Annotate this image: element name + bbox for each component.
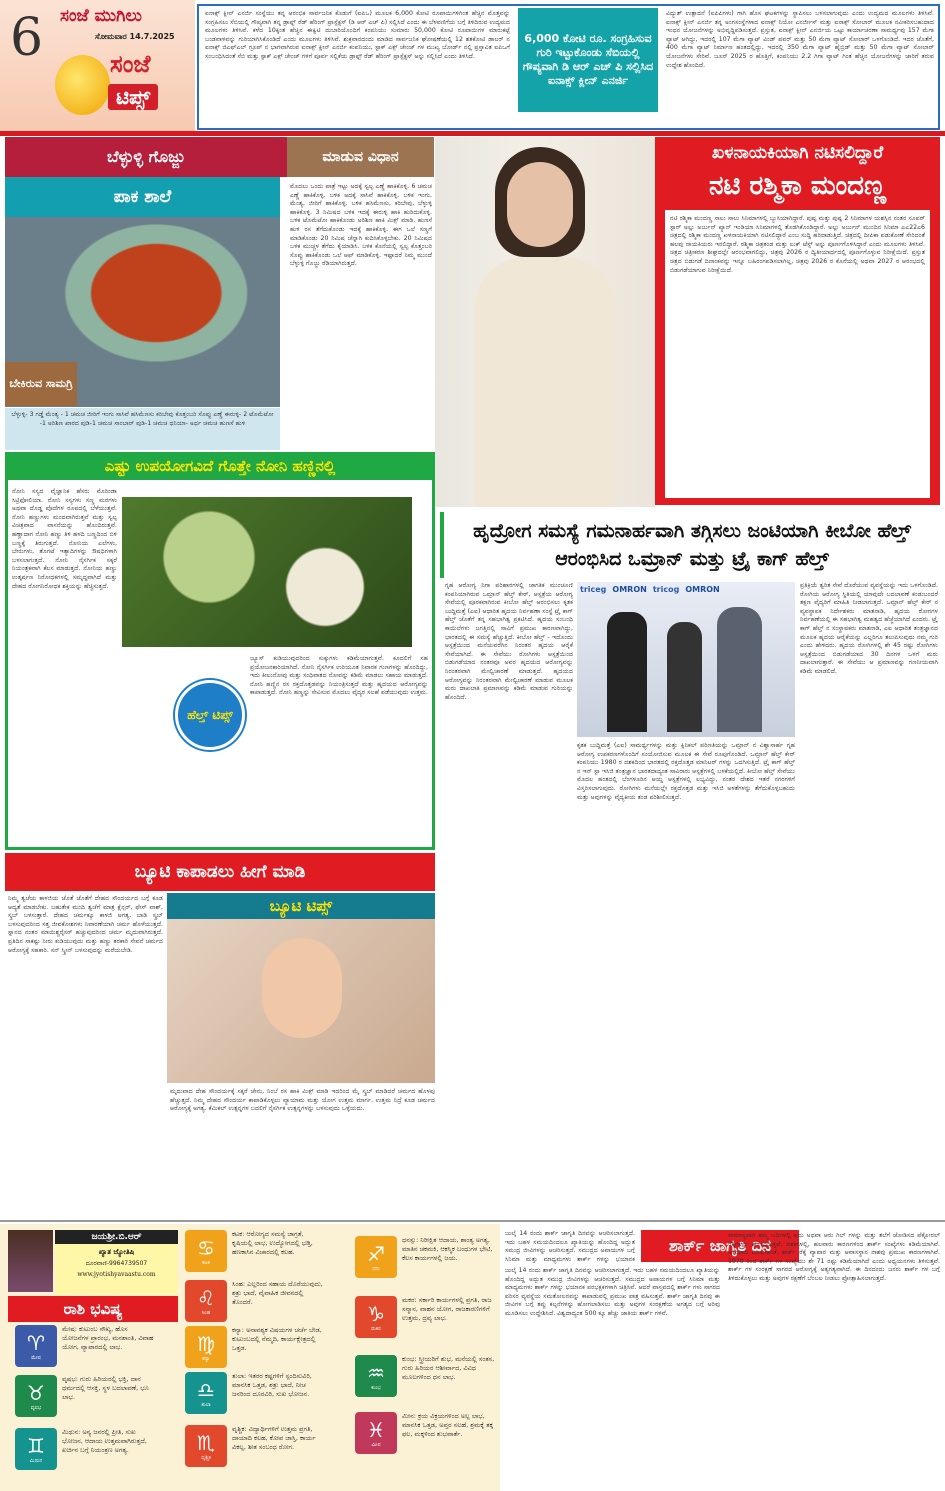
astrologer-phone: ದೂರವಾಣಿ-9964739507	[85, 1260, 148, 1267]
zodiac-icon-label: ಮೀನ	[371, 1442, 381, 1448]
banner-text: OMRON	[685, 585, 720, 594]
shark-intro: ಜುಲೈ 14 ರಂದು ಶಾರ್ಕ್ ಜಾಗೃತಿ ದಿನವನ್ನು ಆಚರಿಸಲಾಗುತ್ತದೆ. ಇದು ಬಹಳ ಸಮಯದಿಂದಲೂ ಖ್ಯಾತಿಯನ್ನು ಹೊಂದಿದ್ದ ಅದ್ಭುತ ಸಮುದ್ರ ಜೀವಿಗಳನ್ನು ಆಚರಿಸುತ್ತದೆ. ಸಮುದ್ರದ ಅಪಾಯಗಳ ಬಗ್ಗೆ ಸಿನಿಮಾ ಮತ್ತು ಮಾಧ್ಯಮಗಳು ಶಾರ್ಕ್ ಗಳನ್ನು ಭಯಾನಕ	[505, 1230, 635, 1263]
zodiac-prediction: ಕುಂಭ: ಸ್ತ್ರೀಯರಿಗೆ ಶುಭ, ಮನೆಯಲ್ಲಿ ಸಂತಸ, ಗುರು ಹಿರಿಯರ ಆಶೀರ್ವಾದ, ವಿವಿಧ ಮೂಲಗಳಿಂದ ಧನ ಲಾಭ.	[402, 1355, 495, 1381]
zodiac-item	[185, 1326, 325, 1374]
beauty-body-1: ನಿಮ್ಮ ತ್ವಚೆಯ ಕಾಳಜಿಯ ಜೊತೆ ಜೊತೆಗೆ ದೇಹದ ಸೌಂದರ್ಯದ ಬಗ್ಗೆ ಕೂಡ ಆದ್ಯತೆ ಮಾಡಬೇಕು. ಬಹುತೇಕ ಮಂದಿ ತ್ವಚೆಗೆ ಮಾತ್ರ ಕ್ಲೆನ್ಸರ್, ಫೇಸ್ ವಾಶ್, ಸ್ಕ್ರಬ್ ಬಳಸುತ್ತಾರೆ. ದೇಹದ ಚರ್ಮಕ್ಕೂ ಕಾಳಜಿ ಅಗತ್ಯ. ಬಾಡಿ ಸ್ಕ್ರಬ್ ಬಳಸುವುದರಿಂದ ಸತ್ತ ಜೀವಕೋಶಗಳು ನಿವಾರಣೆಯಾಗಿ ಚರ್ಮ ಹೊಳೆಯುತ್ತದೆ. ಸ್ನಾನದ ನಂತರ ಮಾಯಿಶ್ಚರೈಸರ್ ಹಚ್ಚುವುದರಿಂದ ಚರ್ಮ ಮೃದುವಾಗಿರುತ್ತದೆ. ಪ್ರತಿದಿನ ಸಾಕಷ್ಟು ನೀರು ಕುಡಿಯುವುದು ಮತ್ತು ಹಣ್ಣು ತರಕಾರಿ ಸೇವನೆ ಚರ್ಮದ ಆರೋಗ್ಯಕ್ಕೆ ಸಹಕಾರಿ. ಸನ್ ಸ್ಕ್ರೀನ್ ಬಳಸುವುದನ್ನು ಮರೆಯಬೇಡಿ.	[8, 895, 163, 954]
zodiac-item	[355, 1412, 495, 1460]
zodiac-icon: ♓ ಮೀನ	[355, 1412, 397, 1454]
zodiac-item	[15, 1375, 155, 1423]
astrologer-website: www.jyotishyavaastu.com	[77, 1271, 156, 1278]
newspaper-name: ಸಂಜೆ ಮುಗಿಲು	[60, 6, 142, 26]
zodiac-icon-label: ಕನ್ಯಾ	[202, 1356, 210, 1362]
zodiac-item	[185, 1230, 325, 1278]
zodiac-icon-label: ತುಲಾ	[201, 1402, 211, 1408]
zodiac-icon-label: ವೃಷಭ	[30, 1405, 42, 1411]
recipe-title: ಬೆಳ್ಳುಳ್ಳಿ ಗೊಜ್ಜು	[5, 137, 287, 177]
divider	[0, 131, 945, 136]
top-article-col1: ಐನಾಕ್ಸ್ ಕ್ಲೀನ್ ಎನರ್ಜಿ ಸಂಸ್ಥೆಯು ತನ್ನ ಆರಂಭಿಕ ಸಾರ್ವಜನಿಕ ಕೊಡುಗೆ (ಐಪಿಒ) ಮೂಲಕ 6,000 ಕೋಟಿ ರೂಪಾಯಿಗಳಿಗಿಂತ ಹೆಚ್ಚಿನ ಮೊತ್ತವನ್ನು ಸಂಗ್ರಹಿಸಲು ಸೆಬಿಯಲ್ಲಿ ಗೌಪ್ಯವಾಗಿ ತನ್ನ ಡ್ರಾಫ್ಟ್ ರೆಡ್ ಹೆರಿಂಗ್ ಪ್ರಾಸ್ಪೆಕ್ಟಸ್ (ಡಿ ಆರ್ ಎಚ್ ಪಿ) ಸಲ್ಲಿಸಿದೆ ಎಂದು ಈ ಬೆಳವಣಿಗೆಯ ಬಗ್ಗೆ ತಿಳಿದಿರುವ ಉದ್ಯಮದ ಮೂಲಗಳು ತಿಳಿಸಿವೆ. ಕಳೆದ 10ಕ್ಕಿಂತ ಹೆಚ್ಚಿನ ಈಕ್ವಿಟಿ ದುಬಾರಿಯೊಂದಿಗೆ ಕಂಪನಿಯು ಸುಮಾರು 50,000 ಕೋಟಿ ರೂಪಾಯಿಗಳ ಮಾರುಕಟ್ಟೆ ಬಂಡವಾಳವನ್ನು ಗುರಿಯಾಗಿಸಿಕೊಂಡಿದೆ ಎಂದು ಮೂಲಗಳು ತಿಳಿಸಿವೆ. ಶುಕ್ರವಾರದಂದು ಮಾಡಿದ ಸಾರ್ವಜನಿಕ ಘೋಷಣೆಯಲ್ಲಿ 12 ಶತಕೋಟಿ ಡಾಲರ್ ನ ಐನಾಕ್ಸ್ ಜಿಎಫ್ಎಲ್ ಗ್ರೂಪ್ ನ ಭಾಗವಾಗಿರುವ ಐನಾಕ್ಸ್ ಕ್ಲೀನ್ ಎನರ್ಜಿ ಕಂಪನಿಯು, ಸ್ಟಾಕ್ ಎಕ್ಸ್ ಚೇಂಜ್ ಗಳ ಮುಖ್ಯ ಬೋರ್ಡ್ ನಲ್ಲಿ ಪ್ರಸ್ತಾವಿತ ಐಪಿಒಗೆ ಸಂಬಂಧಿಸಿದಂತೆ ಸೆಬಿ ಮತ್ತು ಸ್ಟಾಕ್ ಎಕ್ಸ್ ಚೇಂಜ್ ಗಳಿಗೆ ಪೂರ್ವ ಸಲ್ಲಿಕೆಯ ಡ್ರಾಫ್ಟ್ ರೆಡ್ ಹೆರಿಂಗ್ ಪ್ರಾಸ್ಪೆಕ್ಟಸ್ ಅನ್ನು ಸಲ್ಲಿಸಿದೆ ಎಂದು ತಿಳಿಸಿದೆ.	[205, 10, 510, 60]
banner-text: OMRON	[612, 585, 647, 594]
zodiac-prediction: ವೃಷಭ: ಗುರು ಹಿರಿಯರಲ್ಲಿ ಭಕ್ತಿ, ದಾನ ಧರ್ಮದಲ್ಲಿ ಆಸಕ್ತಿ, ಸ್ಥಳ ಬದಲಾವಣೆ, ಭೂ ಲಾಭ.	[62, 1375, 149, 1401]
section-label: ಪಾಕ ಶಾಲೆ	[5, 177, 280, 217]
page-number: 6	[10, 8, 44, 68]
banner-text: tricog	[652, 585, 680, 594]
ingredients-label: ಬೇಕಿರುವ ಸಾಮಗ್ರಿ	[5, 362, 77, 406]
zodiac-icon-label: ಸಿಂಹ	[201, 1310, 211, 1316]
actress-headline: ನಟಿ ರಶ್ಮಿಕಾ ಮಂದಣ್ಣ	[708, 170, 887, 201]
light-bulb-icon	[55, 55, 110, 115]
zodiac-prediction: ಮೇಷ: ಕುಟುಂಬ ಸೌಖ್ಯ, ಹೊಸ ಯೋಜನೆಗಳ ಪ್ರಾರಂಭ, ಮನಶಾಂತಿ, ವಿವಾಹ ಯೋಗ, ವ್ಯಾಪಾರದಲ್ಲಿ ಲಾಭ.	[62, 1325, 154, 1351]
zodiac-prediction: ಕನ್ಯಾ: ಅನಾವಶ್ಯಕ ವಿಷಯಗಳ ಚರ್ಚೆ ಬೇಡ, ಕುಟುಂಬದಲ್ಲಿ ನೆಮ್ಮದಿ, ಕಾರ್ಯಕ್ಷೇತ್ರದಲ್ಲಿ ಒತ್ತಡ.	[232, 1326, 322, 1352]
zodiac-icon-label: ಧನು	[372, 1266, 380, 1272]
zodiac-item	[185, 1280, 325, 1328]
zodiac-icon: ♐ ಧನು	[355, 1236, 397, 1278]
actress-body: ನಟಿ ರಶ್ಮಿಕಾ ಮಂದಣ್ಣ ಸಾಲು ಸಾಲು ಸಿನಿಮಾಗಳಲ್ಲಿ ಬ್ಯುಸಿಯಾಗಿದ್ದಾರೆ. ಪುಷ್ಪ ಮತ್ತು ಪುಷ್ಪ 2 ಸಿನಿಮಾಗಳ ಯಶಸ್ಸಿನ ನಂತರ ಸೂಪರ್ ಸ್ಟಾರ್ ಅಲ್ಲು ಅರ್ಜುನ್ ಪ್ಯಾನ್ ಇಂಡಿಯಾ ಸಿನಿಮಾಗಳಲ್ಲಿ ತೊಡಗಿಕೊಂಡಿದ್ದಾರೆ. ಅಲ್ಲು ಅರ್ಜುನ್ ಮುಂದಿನ ಸಿನಿಮಾ ಎಎ22ಎ6 ಚಿತ್ರದಲ್ಲಿ ರಶ್ಮಿಕಾ ಮಂದಣ್ಣ ಖಳನಾಯಕಿಯಾಗಿ ನಟಿಸಲಿದ್ದಾರೆ ಎಂಬ ಸುದ್ದಿ ಹರಿದಾಡುತ್ತಿದೆ. ಚಿತ್ರದಲ್ಲಿ ದೀಪಿಕಾ ಪಡುಕೋಣೆ ಸೇರಿದಂತೆ ಹಲವು ನಾಯಕಿಯರು ಇರಲಿದ್ದಾರೆ. ರಶ್ಮಿಕಾ ಚಿತ್ರತಂಡ ಮತ್ತು ಲುಕ್ ಟೆಸ್ಟ್ ಅನ್ನು ಪೂರ್ಣಗೊಳಿಸಿದ್ದಾರೆ ಎಂದು ಮೂಲಗಳು ತಿಳಿಸಿವೆ. ಚಿತ್ರದ ಚಿತ್ರೀಕರಣ ಶೀಘ್ರದಲ್ಲೇ ಆರಂಭವಾಗಲಿದ್ದು, ಚಿತ್ರವು 2026 ರ ದ್ವಿತೀಯಾರ್ಧದಲ್ಲಿ ಪೂರ್ಣಗೊಳ್ಳುವ ನಿರೀಕ್ಷೆಯಿದೆ. ಪ್ರಸ್ತುತ ಚಿತ್ರದ ಬಿಡುಗಡೆ ದಿನಾಂಕವನ್ನು ಇನ್ನೂ ಬಹಿರಂಗಪಡಿಸಲಾಗಿಲ್ಲ, ಚಿತ್ರವು 2026 ರ ಕೊನೆಯಲ್ಲಿ ಅಥವಾ 2027 ರ ಆರಂಭದಲ್ಲಿ ಬಿಡುಗಡೆಯಾಗುವ ನಿರೀಕ್ಷೆಯಿದೆ.	[665, 210, 930, 498]
zodiac-icon: ♉ ವೃಷಭ	[15, 1375, 57, 1417]
method-label: ಮಾಡುವ ವಿಧಾನ	[287, 137, 434, 177]
zodiac-item	[15, 1325, 155, 1373]
zodiac-item	[185, 1425, 325, 1473]
shark-col1: ಜುಲೈ 14 ರಂದು ಶಾರ್ಕ್ ಜಾಗೃತಿ ದಿನವನ್ನು ಆಚರಿಸಲಾಗುತ್ತದೆ. ಇದು ಬಹಳ ಸಮಯದಿಂದಲೂ ಖ್ಯಾತಿಯನ್ನು ಹೊಂದಿದ್ದ ಅದ್ಭುತ ಸಮುದ್ರ ಜೀವಿಗಳನ್ನು ಆಚರಿಸುತ್ತದೆ. ಸಮುದ್ರದ ಅಪಾಯಗಳ ಬಗ್ಗೆ ಸಿನಿಮಾ ಮತ್ತು ಮಾಧ್ಯಮಗಳು ಶಾರ್ಕ್ ಗಳನ್ನು ಭಯಾನಕ ಪರಭಕ್ಷಕಗಳಾಗಿ ಚಿತ್ರಿಸಿವೆ. ಆದರೆ ವಾಸ್ತವದಲ್ಲಿ ಶಾರ್ಕ್ ಗಳು ಸಾಗರದ ಪರಿಸರ ವ್ಯವಸ್ಥೆಯ ಸಮತೋಲನವನ್ನು ಕಾಪಾಡುವಲ್ಲಿ ಪ್ರಮುಖ ಪಾತ್ರ ವಹಿಸುತ್ತವೆ. ಶಾರ್ಕ್ ಜಾಗೃತಿ ದಿನವು ಈ ಜೀವಿಗಳ ಬಗ್ಗೆ ತಪ್ಪು ಕಲ್ಪನೆಗಳನ್ನು ಹೋಗಲಾಡಿಸಲು ಮತ್ತು ಅವುಗಳ ಸಂರಕ್ಷಣೆಯ ಅಗತ್ಯದ ಬಗ್ಗೆ ಅರಿವು ಮೂಡಿಸಲು ಉದ್ದೇಶಿಸಿದೆ. ವಿಶ್ವದಾದ್ಯಂತ 500 ಕ್ಕೂ ಹೆಚ್ಚು ಜಾತಿಯ ಶಾರ್ಕ್ ಗಳಿವೆ.	[505, 1267, 720, 1317]
beauty-body-2: ಮೃದುವಾದ ದೇಹ ಸೌಂದರ್ಯಕ್ಕೆ ಸಕ್ಕರೆ ಜೇನು, ನಿಂಬೆ ರಸ ಹಾಕಿ ಮಿಕ್ಸ್ ಮಾಡಿ ಇದರಿಂದ ಮೈ ಸ್ಕ್ರಬ್ ಮಾಡಿದರೆ ಚರ್ಮದ ಹೊಳಪು ಹೆಚ್ಚುತ್ತದೆ. ನಿಮ್ಮ ದೇಹದ ಸೌಂದರ್ಯ ಕಾಪಾಡಿಕೊಳ್ಳಲು ವ್ಯಾಯಾಮ ಮತ್ತು ಯೋಗ ಉತ್ತಮ ಮಾರ್ಗ. ಉತ್ತಮ ನಿದ್ರೆ ಕೂಡ ಚರ್ಮದ ಆರೋಗ್ಯಕ್ಕೆ ಅಗತ್ಯ. ಕೆಮಿಕಲ್ ಉತ್ಪನ್ನಗಳ ಬದಲಿಗೆ ನೈಸರ್ಗಿಕ ಉತ್ಪನ್ನಗಳನ್ನು ಬಳಸುವುದು ಒಳ್ಳೆಯದು.	[170, 1088, 435, 1113]
zodiac-item	[355, 1296, 495, 1344]
zodiac-prediction: ಮಿಥುನ: ಅನ್ಯ ಜನರಲ್ಲಿ ಪ್ರೀತಿ, ಸುಖ ಭೋಜನ, ಆದಾಯ ಉತ್ತಮವಾಗಿರುತ್ತದೆ, ಖರ್ಚಿನ ಬಗ್ಗೆ ನಿಯಂತ್ರಣ ಅಗತ್ಯ.	[62, 1428, 147, 1454]
zodiac-icon-label: ಕಟಕ	[202, 1260, 210, 1266]
heart-col1: ಗೃಹ ಆರೋಗ್ಯ ನಿಗಾ ಪರಿಹಾರಗಳಲ್ಲಿ ಜಾಗತಿಕ ಮುಂಚೂಣಿ ಕಂಪನಿಯಾಗಿರುವ ಒಮ್ರಾನ್ ಹೆಲ್ತ್ ಕೇರ್, ಆಸ್ಪತ್ರೆಯ ಆರೋಗ್ಯ ಸೇವೆಯಲ್ಲಿ ಪೂರಕವಾಗಿರುವ ಕೀಬೋ ಹೆಲ್ತ್ ಆರಂಭಿಸಲು ಕೃತಕ ಬುದ್ಧಿಮತ್ತೆ (ಎಐ) ಆಧಾರಿತ ಹೃದಯ ನಿರ್ವಹಣಾ ಸಂಸ್ಥೆ ಟ್ರೈ ಕಾಗ್ ಹೆಲ್ತ್ ಜೊತೆಗೆ ತನ್ನ ಸಹಭಾಗಿತ್ವ ಪ್ರಕಟಿಸಿದೆ. ಹೃದಯ ಸಂಬಂಧಿ ಕಾಯಿಲೆಗಳು ಜಗತ್ತಿನಲ್ಲಿ ಸಾವಿಗೆ ಪ್ರಮುಖ ಕಾರಣವಾಗಿದ್ದು, ಭಾರತದಲ್ಲಿ ಈ ಸಮಸ್ಯೆ ಹೆಚ್ಚುತ್ತಿದೆ. ಕೀಬೋ ಹೆಲ್ತ್ - ಇದೊಂದು ಆಸ್ಪತ್ರೆಯಿಂದ ಮನೆಯವರೆಗಿನ ನಿರಂತರ ಹೃದಯ ಆರೈಕೆ ಸೇವೆಯಾಗಿದೆ. ಈ ಸೇವೆಯು ರೋಗಿಗಳು ಆಸ್ಪತ್ರೆಯಿಂದ ಬಿಡುಗಡೆಯಾದ ನಂತರವೂ ಅವರ ಹೃದಯದ ಆರೋಗ್ಯವನ್ನು ನಿರಂತರವಾಗಿ ಮೇಲ್ವಿಚಾರಣೆ ಮಾಡುತ್ತದೆ. ಹೃದಯದ ಆರೋಗ್ಯವನ್ನು ನಿರಂತರವಾಗಿ ಮೇಲ್ವಿಚಾರಣೆ ಮಾಡುವ ಮೂಲಕ ಮರು ದಾಖಲಾತಿ ಪ್ರಮಾಣವನ್ನು ಕಡಿಮೆ ಮಾಡುವ ಗುರಿಯನ್ನು ಹೊಂದಿದೆ.	[445, 582, 573, 701]
beauty-headline: ಬ್ಯೂಟಿ ಕಾಪಾಡಲು ಹೀಗೆ ಮಾಡಿ	[5, 853, 435, 891]
banner-text: triceg	[580, 585, 607, 594]
zodiac-item	[355, 1236, 495, 1284]
shark-col2: ಸಾಮಾನ್ಯವಾಗಿ ತಮ್ಮ ಬದಿಗಳಲ್ಲಿ ಐದು ಅಥವಾ ಆರು ಗಿಲ್ ಗಳನ್ನು ಮತ್ತು ತಲೆಗೆ ಜೋಡಿಸದ ಪೆಕ್ಟೋರಲ್ ರೆಕ್ಕೆಗಳನ್ನು ಹೊಂದಿರುತ್ತವೆ. ದಶಕಗಳಲ್ಲಿ, ಹಲವಾರು ಕಾರಣಗಳಿಂದ ಶಾರ್ಕ್ ಸಂಖ್ಯೆಗಳು ಕಡಿಮೆಯಾಗಿವೆ. ಅತಿಯಾದ ಮೀನುಗಾರಿಕೆ, ಶಾರ್ಕ್ ರೆಕ್ಕೆ ವ್ಯಾಪಾರ ಮತ್ತು ಆವಾಸಸ್ಥಾನ ನಾಶವು ಪ್ರಮುಖ ಕಾರಣಗಳಾಗಿವೆ. 1970 ರಿಂದ ಶಾರ್ಕ್ ಗಳ ಸಂಖ್ಯೆಯು ಶೇ 71 ರಷ್ಟು ಕಡಿಮೆಯಾಗಿದೆ ಎಂದು ಅಧ್ಯಯನಗಳು ತಿಳಿಸುತ್ತವೆ. ಶಾರ್ಕ್ ಗಳ ಸಂರಕ್ಷಣೆ ಸಾಗರದ ಆರೋಗ್ಯಕ್ಕೆ ಅತ್ಯಗತ್ಯವಾಗಿದೆ. ಈ ದಿನದಂದು ಜನರು ಶಾರ್ಕ್ ಗಳ ಬಗ್ಗೆ ತಿಳಿದುಕೊಳ್ಳಲು ಮತ್ತು ಅವುಗಳ ರಕ್ಷಣೆಗೆ ಬೆಂಬಲ ನೀಡಲು ಪ್ರೋತ್ಸಾಹಿಸಲಾಗುತ್ತದೆ.	[728, 1232, 940, 1282]
zodiac-prediction: ಧನಸ್ಸು: ನಿರೀಕ್ಷಿತ ಆದಾಯ, ಶಾಂತ್ಯ ಅಗತ್ಯ, ಮಾತಿನ ಚಕಮಕಿ, ಆಕಸ್ಮಿಕ ಬಂಧುಗಳ ಭೇಟಿ, ಕೆಲಸ ಕಾರ್ಯಗಳಲ್ಲಿ ಜಯ.	[402, 1236, 493, 1262]
zodiac-item	[185, 1372, 325, 1420]
zodiac-icon: ♍ ಕನ್ಯಾ	[185, 1326, 227, 1368]
zodiac-icon: ♎ ತುಲಾ	[185, 1372, 227, 1414]
zodiac-icon: ♑ ಮಕರ	[355, 1296, 397, 1338]
zodiac-prediction: ವೃಶ್ಚಿಕ: ವಿದ್ಯಾರ್ಥಿಗಳಿಗೆ ಉತ್ತಮ ಪ್ರಗತಿ, ದಾಯಾದಿ ಕಲಹ, ಕೋಪ ಜಾಸ್ತಿ, ಕಾರ್ಯ ವಿಕಲ್ಪ, ಶೀತ ಸಂಬಂಧ ರೋಗ.	[232, 1425, 316, 1451]
zodiac-icon: ♌ ಸಿಂಹ	[185, 1280, 227, 1322]
shark-headline: ಶಾರ್ಕ್ ಜಾಗೃತಿ ದಿನ	[640, 1229, 800, 1263]
zodiac-icon: ♒ ಕುಂಭ	[355, 1355, 397, 1397]
zodiac-icon: ♈ ಮೇಷ	[15, 1325, 57, 1367]
horoscope-heading: ರಾಶಿ ಭವಿಷ್ಯ	[8, 1296, 178, 1322]
zodiac-item	[355, 1355, 495, 1403]
actress-photo	[435, 137, 655, 507]
astrologer-name: ಜಯಶ್ರೀ.ಬಿ.ಆರ್	[55, 1230, 178, 1244]
zodiac-item	[15, 1428, 155, 1476]
zodiac-prediction: ಕಟಕ: ಆರೋಗ್ಯದ ಸಮಸ್ಯೆ ಜಾಗ್ರತೆ, ಕೃಷಿಯಲ್ಲಿ ಲಾಭ, ಉದ್ಯೋಗದಲ್ಲಿ ಭಡ್ತಿ, ಹಣಕಾಸಿನ ವಿಚಾರದಲ್ಲಿ ಕಲಹ.	[232, 1230, 313, 1256]
noni-headline: ಎಷ್ಟು ಉಪಯೋಗವಿದೆ ಗೊತ್ತೇ ನೋನಿ ಹಣ್ಣಿನಲ್ಲಿ	[5, 452, 435, 480]
actress-kicker: ಖಳನಾಯಕಿಯಾಗಿ ನಟಿಸಲಿದ್ದಾರೆ	[711, 143, 884, 163]
zodiac-icon-label: ಮೇಷ	[31, 1355, 41, 1361]
partnership-photo	[577, 582, 795, 737]
masthead	[0, 0, 195, 132]
zodiac-icon-label: ವೃಶ್ಚಿಕ	[201, 1455, 211, 1461]
heart-col3: ಪ್ರತಿಕ್ರಿಯೆ ತ್ವರಿತ ಸೇವೆ ದೊರೆಯುವ ವ್ಯವಸ್ಥೆಯನ್ನು ಇದು ಒಳಗೊಂಡಿದೆ. ರೋಗಿಯ ಆರೋಗ್ಯ ಸ್ಥಿತಿಯಲ್ಲಿ ಯಾವುದೇ ಬದಲಾವಣೆ ಕಂಡುಬಂದರೆ ತಕ್ಷಣ ವೈದ್ಯರಿಗೆ ಮಾಹಿತಿ ನೀಡಲಾಗುತ್ತದೆ. ಒಮ್ರಾನ್ ಹೆಲ್ತ್ ಕೇರ್ ನ ವ್ಯವಸ್ಥಾಪಕ ನಿರ್ದೇಶಕರು ಮಾತನಾಡಿ, ಹೃದಯ ರೋಗಗಳ ನಿರ್ವಹಣೆಯಲ್ಲಿ ಈ ಸಹಭಾಗಿತ್ವ ಮಹತ್ವದ ಹೆಜ್ಜೆಯಾಗಿದೆ ಎಂದರು. ಟ್ರೈ ಕಾಗ್ ಹೆಲ್ತ್ ನ ಸಂಸ್ಥಾಪಕರು ಮಾತನಾಡಿ, ಎಐ ಆಧಾರಿತ ತಂತ್ರಜ್ಞಾನದ ಮೂಲಕ ಹೃದಯ ಆರೈಕೆಯನ್ನು ಎಲ್ಲರಿಗೂ ತಲುಪಿಸುವುದು ನಮ್ಮ ಗುರಿ ಎಂದು ಹೇಳಿದರು. ಹೃದಯ ರೋಗಿಗಳಲ್ಲಿ ಶೇ 45 ರಷ್ಟು ರೋಗಿಗಳು ಆಸ್ಪತ್ರೆಯಿಂದ ಬಿಡುಗಡೆಯಾದ 30 ದಿನಗಳ ಒಳಗೆ ಮರು ದಾಖಲಾಗುತ್ತಾರೆ. ಈ ಸೇವೆಯು ಆ ಪ್ರಮಾಣವನ್ನು ಗಣನೀಯವಾಗಿ ಕಡಿಮೆ ಮಾಡಲಿದೆ.	[800, 582, 938, 675]
zodiac-icon: ♋ ಕಟಕ	[185, 1230, 227, 1272]
noni-fruit-photo	[122, 497, 412, 647]
noni-body-1: ನೋನಿ ಸಸ್ಯದ ವೈಜ್ಞಾನಿಕ ಹೆಸರು ಮೊರಿಂಡಾ ಸಿಟ್ರಿಫೋಲಿಯಾ. ನೋನಿ ಸಸ್ಯಗಳು ಸಣ್ಣ ಮರಗಳು ಅಥವಾ ದೊಡ್ಡ ಪೊದೆಗಳ ರೂಪದಲ್ಲಿ ಬೆಳೆಯುತ್ತವೆ. ನೋನಿ ಹಣ್ಣುಗಳು ಮಂದವಾಗಿರುತ್ತವೆ ಮತ್ತು ಸ್ವಲ್ಪ ವಿಚಿತ್ರವಾದ ವಾಸನೆಯನ್ನು ಹೊಂದಿರುತ್ತವೆ. ಹಣ್ಣಾದಾಗ ನೋನಿ ಹಣ್ಣು ತಿಳಿ ಹಳದಿ ಬಣ್ಣದಿಂದ ಬಿಳಿ ಬಣ್ಣಕ್ಕೆ ತಿರುಗುತ್ತದೆ. ನೋನಿಯ ಎಲೆಗಳು, ಬೇರುಗಳು, ತೊಗಟೆ ಇತ್ಯಾದಿಗಳನ್ನು ಔಷಧಿಗಳಾಗಿ ಬಳಸಲಾಗುತ್ತದೆ. ನೋನಿ ನೈಸರ್ಗಿಕ ಸಕ್ಕರೆ ನಿಯಂತ್ರಕವಾಗಿ ಕೆಲಸ ಮಾಡುತ್ತದೆ. ನೋನಿಯ ಹಣ್ಣು ಉತ್ಕರ್ಷಣ ನಿರೋಧಕಗಳಲ್ಲಿ ಸಮೃದ್ಧವಾಗಿದೆ ಮತ್ತು ದೇಹದ ರೋಗನಿರೋಧಕ ಶಕ್ತಿಯನ್ನು ಹೆಚ್ಚಿಸುತ್ತದೆ.	[12, 488, 117, 590]
zodiac-prediction: ಸಿಂಹ: ಎಲ್ಲರಿಂದ ಸಹಾಯ ದೊರೆಯುವುದು, ಶತ್ರು ಭಾದೆ, ವೈವಾಹಿಕ ಜೀವನದಲ್ಲಿ ತೊಂದರೆ.	[232, 1280, 323, 1306]
zodiac-prediction: ತುಲಾ: ಇತರರ ಕಷ್ಟಗಳಿಗೆ ಸ್ಪಂದಿಸುವಿರಿ, ಮಾನಸಿಕ ಒತ್ತಡ, ಶತ್ರು ಭಾದೆ, ನೀಚ ಜನರಿಂದ ದೂರವಿರಿ, ಸುಖ ಭೋಜನ.	[232, 1372, 312, 1398]
zodiac-prediction: ಮಕರ: ಸರ್ಕಾರಿ ಕಾರ್ಯಗಳಲ್ಲಿ ಪ್ರಗತಿ, ರಾಜ ಸನ್ಮಾನ, ವಾಹನ ಯೋಗ, ರಾಜಕಾರಣಿಗಳಿಗೆ ಉತ್ತಮ, ದ್ರವ್ಯ ಲಾಭ.	[402, 1296, 492, 1322]
beauty-photo	[167, 893, 435, 1083]
astrologer-photo	[8, 1230, 53, 1292]
astrologer-title: ಖ್ಯಾತ ಜ್ಯೋತಿಷಿ	[98, 1248, 135, 1256]
zodiac-icon-label: ಮಕರ	[371, 1326, 381, 1332]
heart-col2: ಕೃತಕ ಬುದ್ಧಿಮತ್ತೆ (ಎಐ) ಸಾಮರ್ಥ್ಯಗಳನ್ನು ಮತ್ತು ಕ್ಲಿನಿಕಲ್ ಪರಿಣತಿಯನ್ನು ಒಮ್ರಾನ್ ನ ವಿಶ್ವಾಸಾರ್ಹ ಗೃಹ ಆರೋಗ್ಯ ಉಪಕರಣಗಳೊಂದಿಗೆ ಸಂಯೋಜಿಸುವ ಮೂಲಕ ಈ ಸೇವೆ ರೂಪುಗೊಂಡಿದೆ. ಒಮ್ರಾನ್ ಹೆಲ್ತ್ ಕೇರ್ ಕಂಪನಿಯು 1980 ರ ದಶಕದಿಂದ ಭಾರತದಲ್ಲಿ ರಕ್ತದೊತ್ತಡ ಮಾನಿಟರ್ ಗಳನ್ನು ಒದಗಿಸುತ್ತಿದೆ. ಟ್ರೈ ಕಾಗ್ ಹೆಲ್ತ್ ನ ಇನ್ ಸ್ಟಾ ಇಸಿಜಿ ತಂತ್ರಜ್ಞಾನ ಭಾರತದಾದ್ಯಂತ ಸಾವಿರಾರು ಆಸ್ಪತ್ರೆಗಳಲ್ಲಿ ಬಳಕೆಯಲ್ಲಿದೆ. ಕೀಬೋ ಹೆಲ್ತ್ ಸೇವೆಯು ಮೊದಲ ಹಂತದಲ್ಲಿ ಬೆಂಗಳೂರಿನ ಆಯ್ದ ಆಸ್ಪತ್ರೆಗಳಲ್ಲಿ ಲಭ್ಯವಿದ್ದು, ನಂತರ ದೇಶದ ಇತರೆ ನಗರಗಳಿಗೆ ವಿಸ್ತರಿಸಲಾಗುವುದು. ರೋಗಿಗಳು ಮನೆಯಲ್ಲೇ ರಕ್ತದೊತ್ತಡ ಮತ್ತು ಇಸಿಜಿ ಅಳತೆಗಳನ್ನು ತೆಗೆದುಕೊಳ್ಳಬಹುದು ಮತ್ತು ಅವುಗಳನ್ನು ವೈದ್ಯಕೀಯ ತಂಡ ಪರಿಶೀಲಿಸುತ್ತದೆ.	[577, 742, 795, 801]
zodiac-icon: ♏ ವೃಶ್ಚಿಕ	[185, 1425, 227, 1467]
noni-body-2: ಜ್ಯೂಸ್ ಕುಡಿಯುವುದರಿಂದ ಸುಕ್ಕುಗಳು ಕಡಿಮೆಯಾಗುತ್ತವೆ. ಕೂದಲಿಗೆ ಸಹ ಪ್ರಯೋಜನಕಾರಿಯಾಗಿದೆ. ನೋನಿ ನೈಸರ್ಗಿಕ ಉರಿಯೂತ ನಿವಾರಕ ಗುಣಗಳನ್ನು ಹೊಂದಿದ್ದು, ಇದು ಕೀಲುನೋವು ಮತ್ತು ಸಂಧಿವಾತದ ನೋವನ್ನು ಕಡಿಮೆ ಮಾಡಲು ಸಹಾಯ ಮಾಡುತ್ತದೆ. ನೋನಿ ಹಣ್ಣಿನ ರಸ ರಕ್ತದೊತ್ತಡವನ್ನು ನಿಯಂತ್ರಿಸುತ್ತದೆ ಮತ್ತು ಹೃದಯದ ಆರೋಗ್ಯವನ್ನು ಕಾಪಾಡುತ್ತದೆ. ನೋನಿ ಹಣ್ಣನ್ನು ಸೇವಿಸುವ ಮೊದಲು ವೈದ್ಯರ ಸಲಹೆ ಪಡೆಯುವುದು ಉತ್ತಮ.	[250, 655, 428, 697]
recipe-method: ಮೊದಲು ಒಂದು ಪಾತ್ರೆ ಇಟ್ಟು ಅದಕ್ಕೆ ಸ್ವಲ್ಪ ಎಣ್ಣೆ ಹಾಕಿಕೊಳ್ಳಿ. 6 ಚಮಚ ಎಣ್ಣೆ ಹಾಕಿಕೊಳ್ಳಿ. ಬಳಿಕ ಅದಕ್ಕೆ ಸಾಸಿವೆ ಹಾಕಿಕೊಳ್ಳಿ. ಬಳಿಕ ಇಂಗು, ಮೆಂತ್ಯ, ಜೀರಿಗೆ ಹಾಕಿಕೊಳ್ಳಿ. ಬಳಿಕ ಹಸಿಮೆಣಸು, ಕರಿಬೇವು, ಬೆಳ್ಳುಳ್ಳಿ ಹಾಕಿಕೊಳ್ಳಿ. 3 ನಿಮಿಷದ ಬಳಿಕ ಇದಕ್ಕೆ ಈರುಳ್ಳಿ ಹಾಕಿ ಹುರಿದುಕೊಳ್ಳಿ. ಬಳಿಕ ಟೊಮೆಟೋ ಹಾಕಿಕೊಂಡು ಅರಿಶಿಣ ಹಾಕಿ ಮಿಕ್ಸ್ ಮಾಡಿ. ಹುಣಸೆ ಹುಳಿ ರಸ ತೆಗೆದುಕೊಂಡು ಇದಕ್ಕೆ ಹಾಕಿಕೊಳ್ಳಿ. ಈಗ ಒಲೆ ಸಣ್ಣಗೆ ಮಾಡಿಕೊಂಡು 20 ನಿಮಿಷ ಚೆನ್ನಾಗಿ ಕುದಿಸಿಕೊಳ್ಳಬೇಕು. 20 ನಿಮಿಷದ ಬಳಿಕ ಮುಚ್ಚಳ ತೆಗೆದು ಕೈಯಾಡಿಸಿ. ಬಳಿಕ ಕೊನೆಯಲ್ಲಿ ಸ್ವಲ್ಪ ಕೊತ್ತಂಬರಿ ಸೊಪ್ಪು ಹಾಕಿಕೊಂಡು ಒಲೆ ಆಫ್ ಮಾಡಿಕೊಳ್ಳಿ. ಇಷ್ಟಾದರೆ ನಿಮ್ಮ ಮುಂದೆ ಬೆಳ್ಳುಳ್ಳಿ ಗೊಜ್ಜು ರೆಡಿಯಾಗಿರುತ್ತದೆ.	[290, 183, 432, 268]
issue-date: ಸೋಮವಾರ 14.7.2025	[95, 32, 175, 41]
beauty-tips-badge: ಬ್ಯೂಟಿ ಟಿಪ್ಸ್	[167, 893, 435, 919]
divider	[0, 1220, 945, 1222]
zodiac-icon: ♊ ಮಿಥುನ	[15, 1428, 57, 1470]
zodiac-prediction: ಮೀನ: ಕ್ರಯ ವಿಕ್ರಯಗಳಿಂದ ಅಲ್ಪ ಲಾಭ, ಮಾನಸಿಕ ಒತ್ತಡ, ಅಪ್ತರ ಸಲಹೆ, ಶ್ರಮಕ್ಕೆ ತಕ್ಕ ಫಲ, ಮಕ್ಕಳಿಂದ ಶುಭವಾರ್ತೆ.	[402, 1412, 494, 1438]
heart-headline: ಹೃದ್ರೋಗ ಸಮಸ್ಯೆ ಗಮನಾರ್ಹವಾಗಿ ತಗ್ಗಿಸಲು ಜಂಟಿಯಾಗಿ ಕೀಬೋ ಹೆಲ್ತ್ ಆರಂಭಿಸಿದ ಒಮ್ರಾನ್ ಮತ್ತು ಟ್ರೈ ಕಾಗ್ ಹೆಲ್ತ್	[440, 512, 940, 578]
astrologer-card	[55, 1230, 178, 1295]
section-title-line1: ಸಂಜೆ	[110, 50, 151, 78]
top-article-headline: 6,000 ಕೋಟಿ ರೂ. ಸಂಗ್ರಹಿಸುವ ಗುರಿ ಇಟ್ಟುಕೊಂಡು ಸೆಬಿಯಲ್ಲಿ ಗೌಪ್ಯವಾಗಿ ಡಿ ಆರ್ ಎಚ್ ಪಿ ಸಲ್ಲಿಸಿದ ಐನಾಕ್ಸ್ ಕ್ಲೀನ್ ಎನರ್ಜಿ	[518, 8, 658, 112]
health-tips-badge: ಹೆಲ್ತ್ ಟಿಪ್ಸ್	[175, 680, 245, 750]
section-title-line2: ಟಿಪ್ಸ್	[108, 84, 158, 110]
ingredients-list: ಬೆಳ್ಳುಳ್ಳಿ- 3 ಗಡ್ಡೆ ಮೆಂತ್ಯ - 1 ಚಮಚ ಜೀರಿಗೆ ಇಂಗು ಸಾಸಿವೆ ಹಸಿಮೆಣಸು ಕರಿಬೇವು ಕೊತ್ತಂಬರಿ ಸೊಪ್ಪು ಎಣ್ಣೆ ಈರುಳ್ಳಿ- 2 ಟೊಮೆಟೋ -1 ಅರಿಶಿಣ ಖಾರದ ಪುಡಿ-1 ಚಮಚ ಸಾಂಬಾರ್ ಪುಡಿ-1 ಚಮಚ ಧನಿಯಾ- ಅರ್ಧ ಚಮಚ ಹುಣಸೆ ಹುಳಿ	[5, 408, 280, 450]
top-article-col2: ವಿದ್ಯುತ್ ಉತ್ಪಾದನೆ (ಐಪಿಪಿಗಳು) ಗಾಗಿ ಹೊಸ ಘಟಕಗಳನ್ನು ಸ್ಥಾಪಿಸಲು ಬಳಸಲಾಗುವುದು ಎಂದು ಉದ್ಯಮದ ಮೂಲಗಳು ತಿಳಿಸಿವೆ. ಐನಾಕ್ಸ್ ಕ್ಲೀನ್ ಎನರ್ಜಿ ತನ್ನ ಅಂಗಸಂಸ್ಥೆಗಳಾದ ಐನಾಕ್ಸ್ ನಿಯೋ ಎನರ್ಜೀಸ್ ಮತ್ತು ಐನಾಕ್ಸ್ ಸೋಲಾರ್ ಮೂಲಕ ನವೀಕರಿಸಬಹುದಾದ ಇಂಧನ ಯೋಜನೆಗಳನ್ನು ಅಭಿವೃದ್ಧಿಪಡಿಸುತ್ತದೆ. ಪ್ರಸ್ತುತ, ಐನಾಕ್ಸ್ ಕ್ಲೀನ್ ಎನರ್ಜಿಯ ಒಟ್ಟು ಕಾರ್ಯಾಚರಣಾ ಸಾಮರ್ಥ್ಯವು 157 ಮೆಗಾ ವ್ಯಾಟ್ ಆಗಿದ್ದು, ಇದರಲ್ಲಿ 107 ಮೆಗಾ ವ್ಯಾಟ್ ವಿಂಡ್ ಪವರ್ ಮತ್ತು 50 ಮೆಗಾ ವ್ಯಾಟ್ ಸೋಲಾರ್ ಒಳಗೊಂಡಿದೆ. ಇದರ ಜೊತೆಗೆ, 400 ಮೆಗಾ ವ್ಯಾಟ್ ನಿರ್ಮಾಣ ಹಂತದಲ್ಲಿದ್ದು, ಇದರಲ್ಲಿ 350 ಮೆಗಾ ವ್ಯಾಟ್ ಹೈಬ್ರಿಡ್ ಮತ್ತು 50 ಮೆಗಾ ವ್ಯಾಟ್ ಸೋಲಾರ್ ಯೋಜನೆಗಳು ಸೇರಿವೆ. ಜೂನ್ 2025 ರ ಹೊತ್ತಿಗೆ, ಕಂಪನಿಯು 2.2 ಗಿಗಾ ವ್ಯಾಟ್ ಗಿಂತ ಹೆಚ್ಚಿನ ಯೋಜನೆಗಳನ್ನು ಜಾರಿಗೆ ತರುವ ಉದ್ದೇಶ ಹೊಂದಿದೆ.	[666, 10, 934, 69]
zodiac-icon-label: ಮಿಥುನ	[29, 1458, 43, 1464]
zodiac-icon-label: ಕುಂಭ	[371, 1385, 381, 1391]
